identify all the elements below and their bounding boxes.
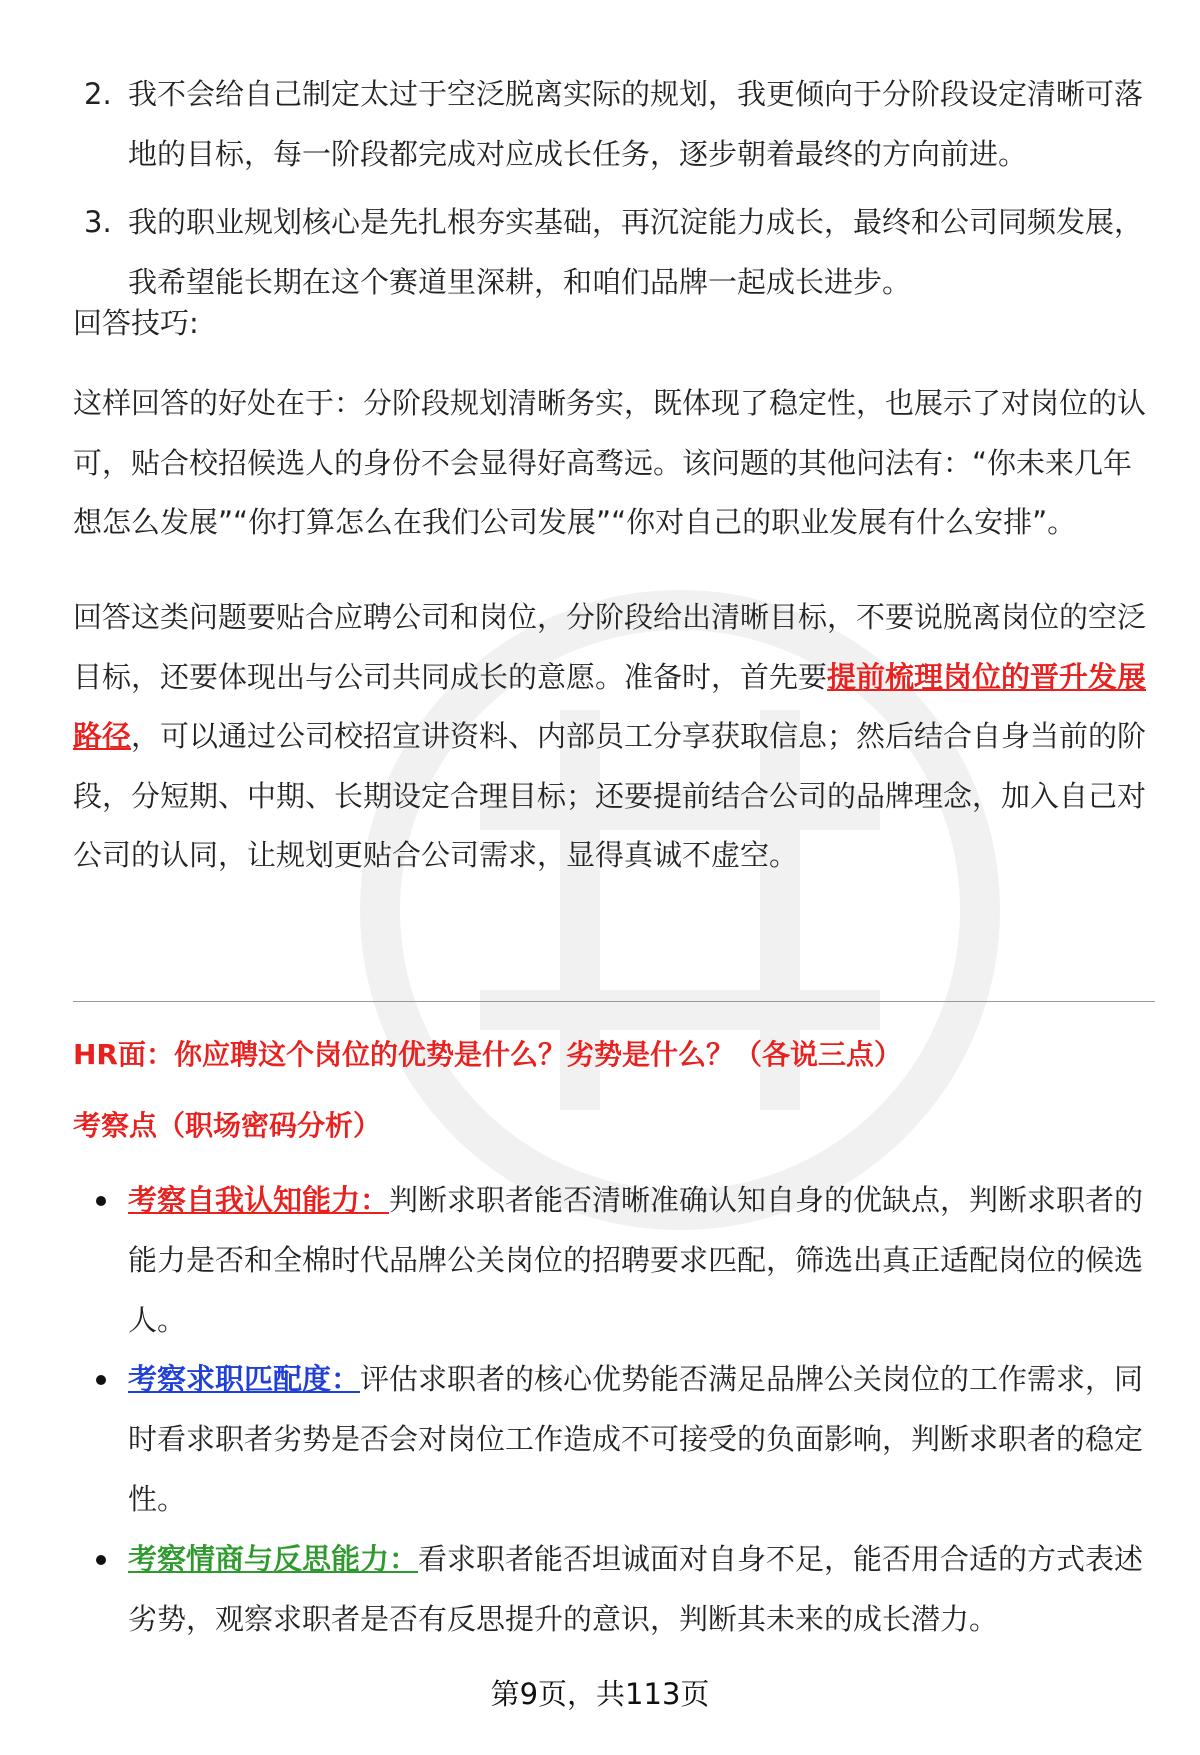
list-text: 我不会给自己制定太过于空泛脱离实际的规划，我更倾向于分阶段设定清晰可落地的目标，每一阶段都完成对应成长任务，逐步朝着最终的方向前进。 — [128, 77, 1144, 171]
bullet-dot — [96, 1196, 106, 1206]
bullet-label: 考察情商与反思能力： — [128, 1542, 419, 1576]
list-number: 2. — [84, 77, 112, 111]
para2-highlight: 提前梳理岗位的晋升发展路径 — [73, 659, 1147, 753]
bullet-label: 考察自我认知能力： — [128, 1183, 390, 1217]
list-text: 我的职业规划核心是先扎根夯实基础，再沉淀能力成长，最终和公司同频发展，我希望能长期在这个赛道里深耕，和咱们品牌一起成长进步。 — [128, 205, 1144, 299]
bullet-label: 考察求职匹配度： — [128, 1362, 361, 1396]
para2-before: 回答这类问题要贴合应聘公司和岗位，分阶段给出清晰目标，不要说脱离岗位的空泛目标，还要体现出与公司共同成长的意愿。准备时，首先要 — [73, 600, 1147, 694]
bullet-dot — [96, 1375, 106, 1385]
hr-question-heading: HR面：你应聘这个岗位的优势是什么？劣势是什么？（各说三点） — [73, 1038, 902, 1071]
para2-after: ，可以通过公司校招宣讲资料、内部员工分享获取信息；然后结合自身当前的阶段，分短期、中期、长期设定合理目标；还要提前结合公司的品牌理念，加入自己对公司的认同，让规划更贴合公司需求，显得真诚不虚空。 — [73, 719, 1147, 872]
exam-points-heading: 考察点（职场密码分析） — [73, 1109, 382, 1142]
exam-points-list — [96, 1170, 1156, 1649]
tips-label: 回答技巧: — [73, 306, 199, 340]
section-divider — [73, 1001, 1155, 1002]
bullet-text: 判断求职者能否清晰准确认知自身的优缺点，判断求职者的能力是否和全棉时代品牌公关岗位的招聘要求匹配，筛选出真正适配岗位的候选人。 — [128, 1183, 1144, 1337]
bullet-item — [96, 1170, 1156, 1350]
bullet-dot — [96, 1555, 106, 1565]
page-footer: 第9页，共113页 — [490, 1677, 710, 1711]
bullet-text: 评估求职者的核心优势能否满足品牌公关岗位的工作需求，同时看求职者劣势是否会对岗位工作造成不可接受的负面影响，判断求职者的稳定性。 — [128, 1362, 1144, 1516]
list-number: 3. — [84, 205, 112, 239]
numbered-list — [84, 64, 1144, 320]
tips-paragraph-1: 这样回答的好处在于：分阶段规划清晰务实，既体现了稳定性，也展示了对岗位的认可，贴合校招候选人的身份不会显得好高骛远。该问题的其他问法有：“你未来几年想怎么发展”“你打算怎么在我们公司发展”“你对自己的职业发展有什么安排”。 — [73, 386, 1147, 539]
bullet-item — [96, 1529, 1156, 1649]
tips-paragraph-2 — [73, 588, 1148, 886]
bullet-text: 看求职者能否坦诚面对自身不足，能否用合适的方式表述劣势，观察求职者是否有反思提升的意识，判断其未来的成长潜力。 — [128, 1542, 1144, 1636]
list-item — [84, 64, 1144, 184]
bullet-item — [96, 1349, 1156, 1529]
